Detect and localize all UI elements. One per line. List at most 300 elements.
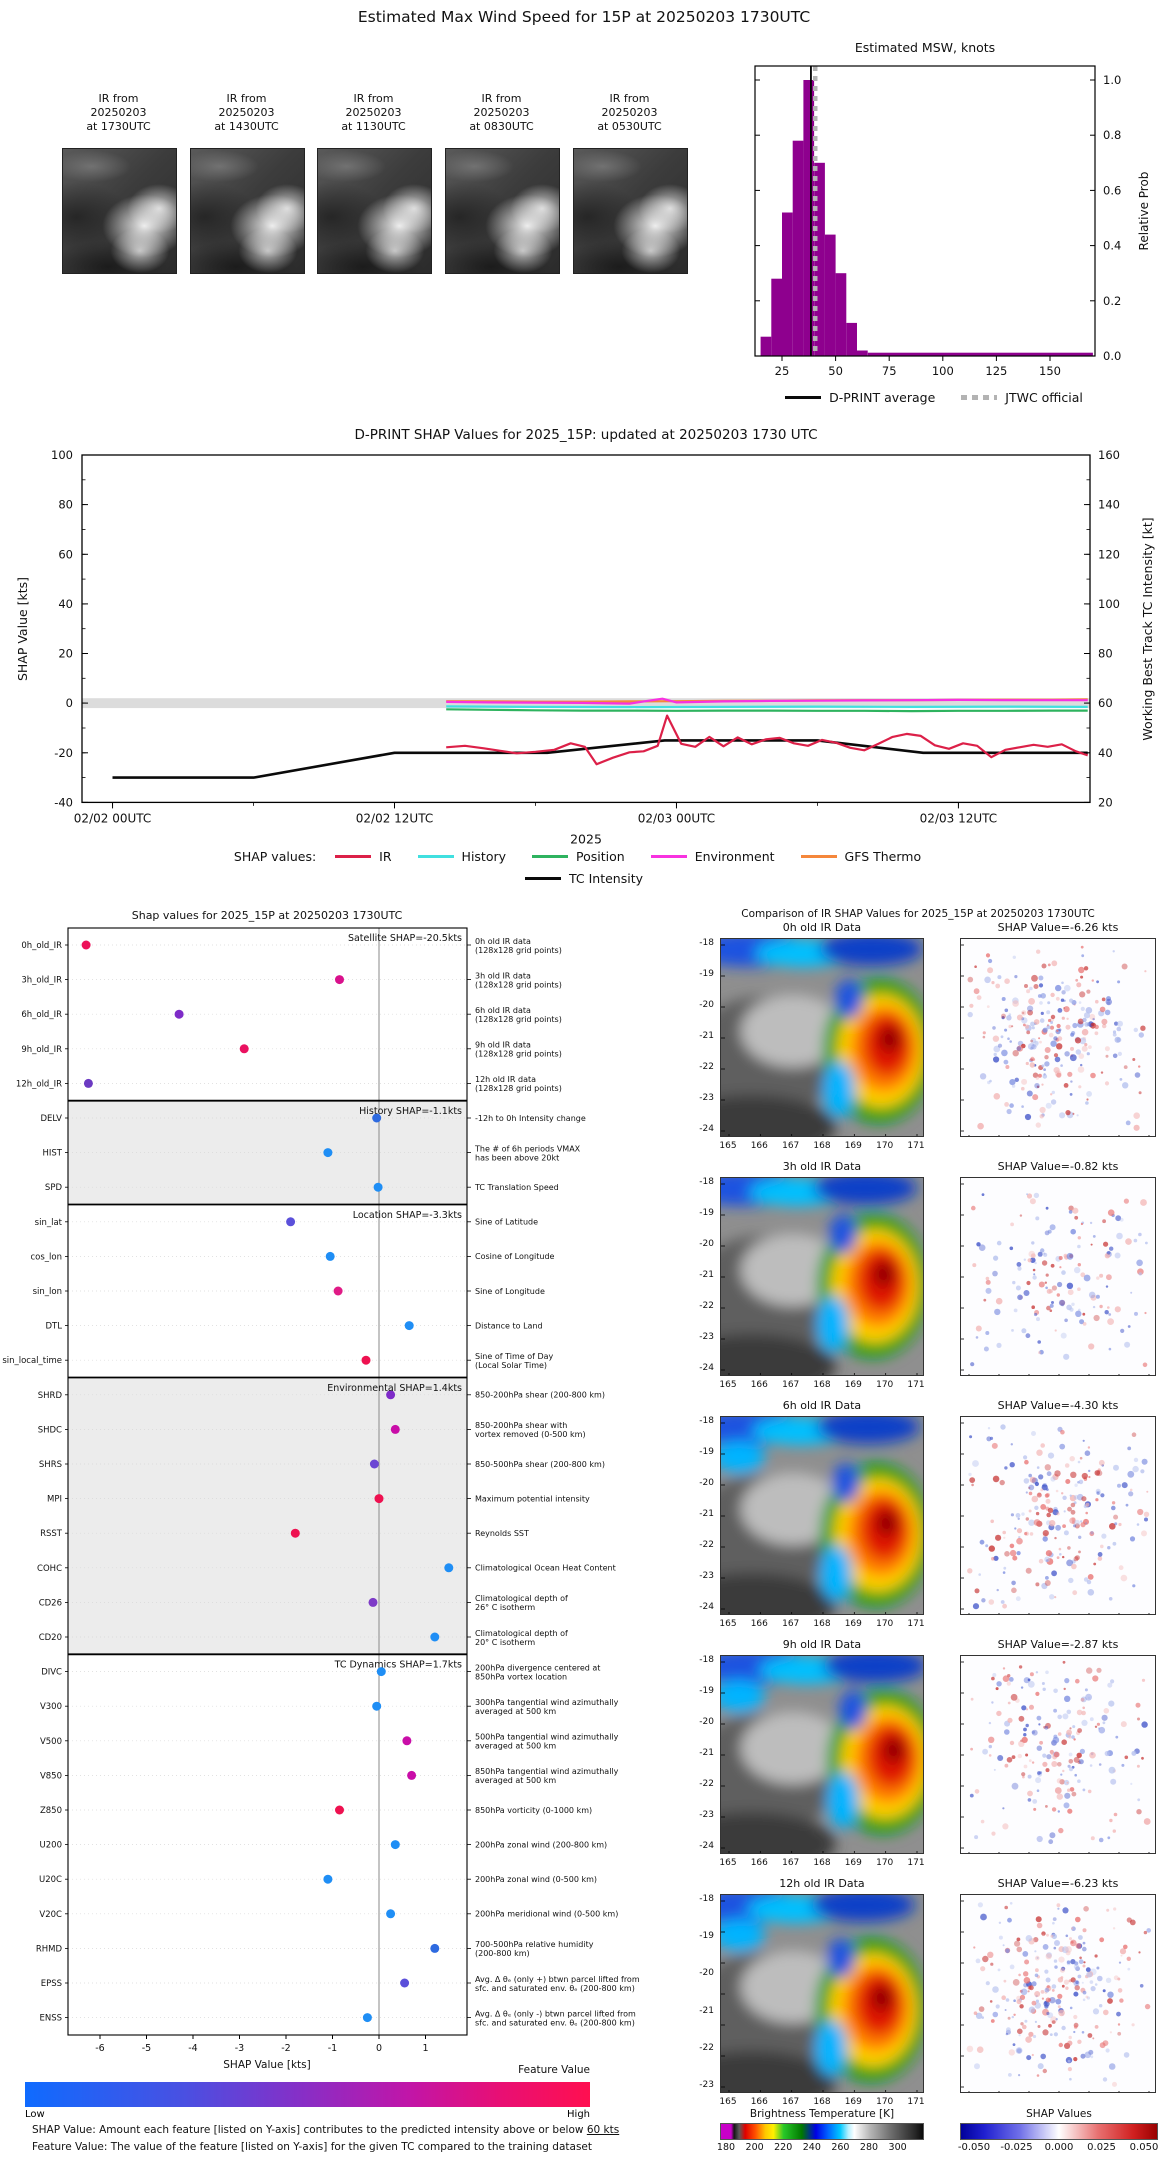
bt-tick-label: 280: [859, 2142, 879, 2153]
lon-tick-label: 168: [813, 2097, 831, 2107]
histogram-title: Estimated MSW, knots: [854, 40, 996, 55]
feature-label: 12h_old_IR: [15, 1079, 62, 1090]
shap-tick-label: 0.050: [1129, 2142, 1159, 2153]
ir-map-title: 6h old IR Data: [782, 1399, 862, 1412]
svg-text:-6: -6: [95, 2043, 105, 2054]
svg-text:-40: -40: [54, 795, 73, 810]
feature-label: DIVC: [41, 1667, 62, 1678]
feature-description: Climatological Ocean Heat Content: [475, 1563, 616, 1573]
histogram-bar: [857, 351, 868, 357]
shap-tick-label: -0.025: [1000, 2142, 1033, 2153]
shap-dot: [363, 2013, 372, 2022]
svg-text:-5: -5: [141, 2043, 152, 2054]
feature-label: SHRS: [38, 1460, 62, 1470]
ir-thumbnail-label-line: IR from: [481, 92, 522, 105]
feature-label: MPI: [47, 1494, 62, 1505]
feature-label: SPD: [44, 1183, 62, 1194]
shap-value-map: [961, 1895, 1156, 2093]
svg-text:02/03 00UTC: 02/03 00UTC: [637, 811, 716, 826]
lat-tick-label: -18: [699, 1416, 714, 1426]
histogram-bar: [771, 279, 782, 356]
lon-tick-label: 165: [719, 1141, 737, 1151]
histogram-bar: [803, 80, 814, 356]
feature-label: RHMD: [35, 1944, 62, 1955]
feature-label: 9h_old_IR: [21, 1044, 62, 1055]
environment-label: Environment: [694, 849, 775, 864]
shap-map-frame: [960, 938, 1156, 1137]
ir-line-swatch: [335, 855, 371, 858]
shap-dot: [335, 1806, 344, 1815]
feature-label: EPSS: [40, 1979, 62, 1989]
feature-label: Z850: [39, 1806, 62, 1816]
lat-tick-label: -22: [699, 1540, 714, 1550]
histogram-bar: [846, 323, 857, 356]
shap-dot: [407, 1771, 416, 1780]
shap-map-frame: [960, 1655, 1156, 1854]
svg-text:160: 160: [1098, 448, 1120, 462]
shap-dot: [430, 1633, 439, 1642]
feature-description: Climatological depth of 26° C isotherm: [475, 1594, 568, 1613]
shap-dot: [372, 1702, 381, 1711]
shap-dot: [323, 1148, 332, 1157]
svg-text:60: 60: [1098, 696, 1113, 711]
legend-item-tc-intensity: [525, 871, 643, 886]
ir-thumbnail-image: [62, 148, 177, 274]
ir-data-map: [721, 1178, 924, 1376]
figure-title: Estimated Max Wind Speed for 15P at 20250203 1730UTC: [357, 8, 811, 26]
svg-text:100: 100: [1098, 596, 1120, 611]
feature-description: 9h old IR data (128x128 grid points): [475, 1040, 562, 1059]
bt-tick-label: 200: [745, 2142, 764, 2153]
histogram-bar: [836, 273, 847, 356]
ir-thumbnail-label-line: IR from: [353, 92, 394, 105]
shap-timeseries-chart: [0, 415, 1168, 845]
shap-map-title: SHAP Value=-4.30 kts: [997, 1399, 1119, 1412]
ir-thumbnail-image: [190, 148, 305, 274]
shap-dot-plot-chart: [0, 905, 700, 2075]
shap-dot: [400, 1979, 409, 1988]
svg-text:140: 140: [1098, 497, 1120, 512]
footnote-shap-value: [32, 2124, 619, 2136]
bt-colorbar: [720, 2123, 924, 2140]
feature-description: 0h old IR data (128x128 grid points): [475, 936, 562, 955]
feature-description: 300hPa tangential wind azimuthally averaged at 500 km: [475, 1698, 619, 1716]
section-shade: [68, 1378, 467, 1655]
svg-text:20: 20: [58, 646, 73, 661]
ir-map-frame: [720, 1177, 924, 1376]
ir-map-title: 12h old IR Data: [779, 1877, 865, 1890]
feature-description: 6h old IR data (128x128 grid points): [475, 1006, 562, 1024]
lon-tick-label: 167: [782, 2097, 800, 2107]
lon-tick-label: 166: [750, 1858, 768, 1868]
ir-thumbnail-label-line: IR from: [98, 92, 139, 105]
svg-text:0.8: 0.8: [1103, 128, 1122, 143]
ir-thumbnail-image: [317, 148, 432, 274]
feature-label: V850: [39, 1771, 62, 1782]
svg-text:150: 150: [1039, 364, 1061, 378]
shap-dot: [286, 1217, 295, 1226]
feature-label: 0h_old_IR: [21, 941, 62, 951]
legend-item-gfs-thermo: [801, 849, 922, 864]
lat-tick-label: -21: [699, 1031, 714, 1041]
ir-map-title: 0h old IR Data: [782, 921, 862, 934]
svg-text:80: 80: [1098, 646, 1113, 661]
ir-data-map: [721, 1895, 924, 2093]
lon-tick-label: 165: [719, 2097, 737, 2107]
feature-description: Reynolds SST: [475, 1529, 529, 1538]
lon-tick-label: 168: [813, 1141, 831, 1151]
svg-text:50: 50: [828, 364, 843, 378]
feature-value-colorbar: [25, 2082, 590, 2107]
legend-item-history: [418, 849, 506, 864]
histogram-legend: [700, 390, 1168, 405]
history-label: History: [461, 849, 507, 864]
lat-tick-label: -21: [699, 1270, 714, 1280]
ir-thumbnail-label: [182, 92, 311, 134]
shap-dot: [374, 1183, 383, 1192]
lon-tick-label: 171: [907, 2097, 925, 2107]
lon-tick-label: 171: [907, 1380, 925, 1390]
shap-dot: [405, 1321, 414, 1330]
feature-description: Distance to Land: [475, 1321, 543, 1331]
feature-description: Sine of Longitude: [475, 1286, 545, 1296]
feature-description: 850-200hPa shear with vortex removed (0-500 km): [475, 1421, 586, 1440]
lon-tick-label: 170: [876, 1141, 894, 1151]
svg-text:0.4: 0.4: [1103, 238, 1122, 253]
shap-tick-label: -0.050: [957, 2142, 991, 2153]
lat-tick-label: -22: [699, 1062, 714, 1072]
svg-text:20: 20: [1098, 795, 1113, 810]
lon-tick-label: 171: [907, 1141, 925, 1151]
bt-tick-label: 240: [802, 2142, 821, 2153]
feature-label: sin_lat: [34, 1217, 62, 1228]
shap-map-frame: [960, 1894, 1156, 2093]
lat-tick-label: -23: [699, 1093, 714, 1103]
timeseries-left-ylabel: SHAP Value [kts]: [15, 576, 30, 682]
shap-value-map: [961, 1178, 1156, 1376]
lat-tick-label: -21: [699, 2005, 714, 2016]
lat-tick-label: -20: [699, 1239, 714, 1249]
lon-tick-label: 171: [907, 1619, 925, 1629]
lat-tick-label: -23: [699, 2080, 714, 2090]
lon-tick-label: 167: [782, 1858, 800, 1868]
lon-tick-label: 169: [844, 2097, 862, 2107]
legend-item-environment: [651, 849, 775, 864]
ir-thumbnail-label-line: at 0530UTC: [597, 120, 662, 133]
feature-label: ENSS: [39, 2013, 62, 2024]
feature-label: V500: [39, 1736, 62, 1747]
svg-text:125: 125: [985, 364, 1008, 378]
lon-tick-label: 165: [719, 1380, 737, 1390]
ir-map-title: 9h old IR Data: [782, 1638, 862, 1651]
ir-thumbnail-label-line: at 1430UTC: [214, 120, 279, 133]
section-annotation: Satellite SHAP=-20.5kts: [347, 933, 462, 944]
shap-dot: [240, 1044, 249, 1053]
feature-label: DELV: [40, 1114, 62, 1124]
section-annotation: TC Dynamics SHAP=1.7kts: [334, 1659, 462, 1671]
ir-thumbnail-label-line: 20250203: [345, 106, 402, 119]
shap-value-map: [961, 939, 1156, 1137]
ir-thumbnail-image: [445, 148, 560, 274]
shap-map-frame: [960, 1416, 1156, 1615]
lat-tick-label: -19: [699, 969, 714, 979]
shap-dot: [82, 941, 91, 950]
svg-text:60: 60: [58, 547, 73, 562]
lat-tick-label: -19: [699, 1208, 714, 1218]
footnote-feature-value: [32, 2141, 592, 2153]
ir-map-frame: [720, 1894, 924, 2093]
lat-tick-label: -18: [699, 1894, 714, 1904]
svg-text:1.0: 1.0: [1103, 73, 1122, 87]
section-annotation: Location SHAP=-3.3kts: [352, 1209, 462, 1221]
lon-tick-label: 169: [844, 1858, 862, 1868]
lon-tick-label: 167: [782, 1619, 800, 1629]
dot-plot-title: Shap values for 2025_15P at 20250203 1730UTC: [131, 909, 403, 922]
shap-dot: [430, 1944, 439, 1953]
lat-tick-label: -23: [699, 1332, 714, 1342]
lon-tick-label: 170: [876, 1619, 894, 1629]
shap-map-frame: [960, 1177, 1156, 1376]
lat-tick-label: -24: [699, 1363, 714, 1373]
shap-tick-label: 0.025: [1087, 2142, 1116, 2153]
lon-tick-label: 170: [876, 2097, 894, 2107]
shap-dot: [362, 1356, 371, 1365]
svg-text:02/03 12UTC: 02/03 12UTC: [919, 811, 998, 826]
shap-dot: [334, 1287, 343, 1296]
histogram-x-axis: [775, 356, 1061, 378]
legend-item-dprint: [785, 390, 935, 405]
dot-plot-xlabel: SHAP Value [kts]: [223, 2059, 311, 2071]
ir-label: IR: [379, 849, 392, 864]
shap-dot: [391, 1840, 400, 1849]
feature-label: SHDC: [37, 1425, 62, 1436]
series-history: [446, 706, 1087, 707]
shap-dot: [386, 1909, 395, 1918]
lat-tick-label: -23: [699, 1810, 714, 1820]
feature-description: Climatological depth of 20° C isotherm: [475, 1628, 568, 1647]
lat-tick-label: -19: [699, 1931, 714, 1942]
feature-label: COHC: [37, 1563, 62, 1574]
ir-thumbnail-label-line: 20250203: [601, 106, 658, 119]
feature-label: sin_local_time: [2, 1356, 62, 1367]
ir-thumbnail-label: [54, 92, 183, 134]
feature-description: 200hPa zonal wind (200-800 km): [475, 1840, 608, 1850]
svg-text:75: 75: [881, 364, 897, 378]
lat-tick-label: -24: [699, 1124, 714, 1134]
svg-text:120: 120: [1098, 547, 1120, 562]
shap-value-map: [961, 1417, 1156, 1615]
lon-tick-label: 170: [876, 1380, 894, 1390]
svg-text:02/02 12UTC: 02/02 12UTC: [355, 811, 434, 826]
shap-dot: [444, 1563, 453, 1572]
timeseries-legend-row1: [0, 849, 1168, 864]
feature-description: 850hPa tangential wind azimuthally averaged at 500 km: [475, 1767, 619, 1786]
svg-text:25: 25: [774, 364, 790, 378]
lon-tick-label: 166: [750, 1619, 768, 1629]
lon-tick-label: 168: [813, 1619, 831, 1629]
position-line-swatch: [532, 855, 568, 858]
lat-tick-label: -20: [699, 1478, 714, 1488]
feature-description: 200hPa divergence centered at 850hPa vortex location: [475, 1663, 601, 1682]
svg-text:-4: -4: [188, 2043, 198, 2054]
timeseries-right-ylabel: Working Best Track TC Intensity [kt]: [1140, 517, 1155, 741]
shap-map-title: SHAP Value=-2.87 kts: [997, 1638, 1119, 1651]
feature-description: Avg. Δ θₑ (only +) btwn parcel lifted from sfc. and saturated env. θₑ (200-800 km): [475, 1974, 640, 1993]
lon-tick-label: 167: [782, 1141, 800, 1151]
feature-label: cos_lon: [30, 1252, 62, 1263]
lon-tick-label: 168: [813, 1858, 831, 1868]
section-annotation: Environmental SHAP=1.4kts: [327, 1382, 462, 1394]
dprint-average-line-swatch: [785, 396, 821, 399]
feature-description: -12h to 0h Intensity change: [475, 1113, 586, 1123]
lon-tick-label: 170: [876, 1858, 894, 1868]
shap-dot: [326, 1252, 335, 1261]
lat-tick-label: -22: [699, 2042, 714, 2053]
lat-tick-label: -22: [699, 1779, 714, 1789]
lat-tick-label: -19: [699, 1447, 714, 1457]
feature-description: Maximum potential intensity: [475, 1494, 590, 1504]
feature-label: U20C: [39, 1875, 62, 1886]
timeseries-x-axis: [74, 802, 997, 845]
series-position: [446, 709, 1087, 711]
lat-tick-label: -21: [699, 1509, 714, 1519]
ir-data-map: [721, 1656, 924, 1854]
feature-description: The # of 6h periods VMAX has been above 20kt: [475, 1144, 581, 1163]
ir-thumbnail-strip: [0, 0, 760, 300]
svg-text:02/02 00UTC: 02/02 00UTC: [73, 811, 152, 826]
shap-dot: [370, 1460, 379, 1469]
svg-text:0.0: 0.0: [1103, 349, 1122, 363]
ir-thumbnail-label-line: IR from: [226, 92, 267, 105]
lon-tick-label: 166: [750, 1380, 768, 1390]
lon-tick-label: 171: [907, 1858, 925, 1868]
ir-thumbnail-image: [573, 148, 688, 274]
svg-text:-3: -3: [234, 2043, 245, 2054]
shap-dot: [323, 1875, 332, 1884]
history-line-swatch: [418, 855, 454, 858]
lat-tick-label: -20: [699, 1717, 714, 1727]
feature-description: 850hPa vorticity (0-1000 km): [475, 1805, 593, 1815]
feature-label: DTL: [45, 1321, 62, 1332]
ir-map-frame: [720, 938, 924, 1137]
tc-intensity-label: TC Intensity: [568, 871, 643, 886]
ir-thumbnail-label: [309, 92, 438, 134]
lat-tick-label: -21: [699, 1748, 714, 1758]
timeseries-legend-prefix: SHAP values:: [233, 849, 317, 864]
feature-value-high-label: High: [567, 2109, 590, 2120]
feature-description: 850-500hPa shear (200-800 km): [475, 1459, 605, 1469]
svg-text:0: 0: [375, 2043, 383, 2054]
bt-tick-label: 260: [831, 2142, 850, 2153]
lon-tick-label: 167: [782, 1380, 800, 1390]
section-annotation: History SHAP=-1.1kts: [359, 1106, 462, 1117]
shap-dot: [335, 975, 344, 984]
feature-description: 3h old IR data (128x128 grid points): [475, 971, 562, 990]
feature-label: RSST: [40, 1529, 62, 1540]
histogram-bar: [793, 141, 804, 356]
svg-text:100: 100: [51, 448, 73, 462]
lat-tick-label: -20: [699, 1000, 714, 1010]
lon-tick-label: 165: [719, 1858, 737, 1868]
feature-description: Avg. Δ θₑ (only -) btwn parcel lifted from sfc. and saturated env. θₑ (200-800 km): [475, 2009, 636, 2028]
svg-text:100: 100: [931, 364, 954, 378]
feature-label: HIST: [42, 1148, 62, 1159]
dprint-average-label: D-PRINT average: [829, 390, 936, 405]
feature-label: 6h_old_IR: [21, 1010, 62, 1021]
lat-tick-label: -23: [699, 1571, 714, 1581]
ir-data-map: [721, 1417, 924, 1615]
shap-dot: [291, 1529, 300, 1538]
feature-label: CD20: [38, 1633, 62, 1643]
bt-tick-label: 300: [888, 2142, 907, 2153]
ir-thumbnail-label-line: at 1730UTC: [86, 120, 151, 133]
feature-description: 200hPa zonal wind (0-500 km): [475, 1875, 597, 1884]
shap-tick-label: 0.000: [1044, 2142, 1074, 2153]
ir-thumbnail-label-line: 20250203: [473, 106, 530, 119]
legend-item-ir: [335, 849, 391, 864]
svg-text:-1: -1: [327, 2043, 338, 2054]
timeseries-title: D-PRINT SHAP Values for 2025_15P: updated at 20250203 1730 UTC: [354, 427, 818, 443]
timeseries-xlabel: 2025: [570, 831, 602, 845]
shap-colorbar-label: SHAP Values: [1026, 2108, 1092, 2120]
ir-thumbnail-label-line: IR from: [609, 92, 650, 105]
feature-description: 12h old IR data (128x128 grid points): [475, 1075, 562, 1094]
timeseries-legend-row2: [0, 871, 1168, 886]
ir-map-frame: [720, 1655, 924, 1854]
shap-dot: [175, 1010, 184, 1019]
feature-description: Sine of Latitude: [475, 1217, 539, 1227]
lon-tick-label: 168: [813, 1380, 831, 1390]
histogram-bar: [761, 337, 772, 356]
lon-tick-label: 169: [844, 1380, 862, 1390]
svg-text:0: 0: [65, 696, 73, 711]
feature-label: sin_lon: [32, 1287, 62, 1297]
legend-item-position: [532, 849, 625, 864]
ir-thumbnail-label-line: at 1130UTC: [341, 120, 406, 133]
svg-text:-20: -20: [54, 745, 73, 760]
msw-histogram-chart: [700, 0, 1168, 386]
position-label: Position: [576, 849, 625, 864]
lon-tick-label: 166: [750, 1141, 768, 1151]
ir-thumbnail-label: [565, 92, 694, 134]
feature-value-low-label: Low: [25, 2109, 45, 2120]
shap-value-map: [961, 1656, 1156, 1854]
lat-tick-label: -18: [699, 938, 714, 948]
feature-label: CD26: [38, 1598, 62, 1609]
lat-tick-label: -24: [699, 1841, 714, 1851]
lat-tick-label: -18: [699, 1177, 714, 1187]
lat-tick-label: -20: [699, 1968, 714, 1979]
feature-label: SHRD: [37, 1390, 62, 1401]
feature-description: 500hPa tangential wind azimuthally averaged at 500 km: [475, 1732, 619, 1751]
legend-item-jtwc: [961, 390, 1083, 405]
feature-label: U200: [39, 1840, 62, 1851]
histogram-bar: [825, 235, 836, 356]
feature-description: 700-500hPa relative humidity (200-800 km): [475, 1940, 594, 1959]
lon-tick-label: 169: [844, 1141, 862, 1151]
ir-shap-comparison-panel: [668, 905, 1168, 2158]
footnote-feature-text: Feature Value: The value of the feature [listed on Y-axis] for the given TC compared to the training dataset: [32, 2141, 593, 2153]
bt-tick-label: 220: [774, 2142, 793, 2153]
shap-dot: [375, 1494, 384, 1503]
comparison-title: Comparison of IR SHAP Values for 2025_15P at 20250203 1730UTC: [741, 908, 1095, 920]
feature-label: V20C: [39, 1909, 62, 1920]
jtwc-official-label: JTWC official: [1005, 390, 1083, 405]
footnote-shap-text: SHAP Value: Amount each feature [listed on Y-axis] contributes to the predicted intensity above or below: [32, 2124, 587, 2136]
shap-map-title: SHAP Value=-6.23 kts: [997, 1877, 1119, 1890]
svg-text:-2: -2: [281, 2043, 291, 2054]
lon-tick-label: 165: [719, 1619, 737, 1629]
